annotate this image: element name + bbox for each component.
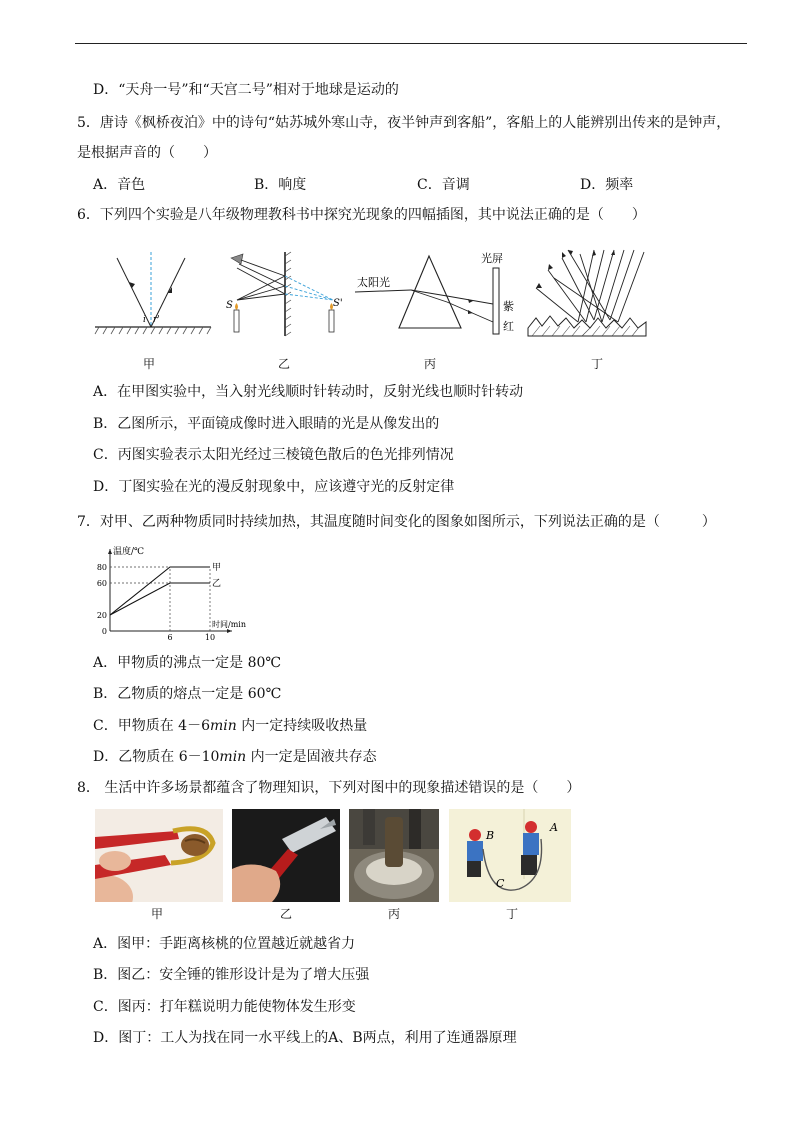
q7-option-d-unit: min [219, 749, 247, 765]
q7-option-d-text: D．乙物质在 [93, 749, 179, 765]
q6-option-b: B．乙图所示，平面镜成像时进入眼睛的光是从像发出的 [93, 416, 440, 432]
y-tick-label: 20 [96, 611, 107, 620]
q8-photo-water-level-workers [449, 809, 571, 902]
q6-figure-reflection [95, 250, 215, 340]
q5-option-c: C．音调 [417, 177, 470, 193]
q7-option-d [93, 747, 377, 767]
q7-stem: 7．对甲、乙两种物质同时持续加热，其温度随时间变化的图象如图所示，下列说法正确的是（ ） [77, 514, 716, 530]
q6-caption-c: 丙 [423, 357, 436, 371]
label-red: 红 [503, 320, 514, 333]
y-tick-label: 80 [96, 563, 107, 572]
q8-option-a: A．图甲：手距离核桃的位置越近就越省力 [93, 936, 356, 952]
label-c: C [496, 877, 505, 890]
q7-option-b-text: B．乙物质的熔点一定是 [93, 686, 248, 702]
series-line-1 [110, 567, 210, 615]
q8-option-b: B．图乙：安全锤的锥形设计是为了增大压强 [93, 967, 370, 983]
q6-figure-plane-mirror [225, 248, 350, 340]
q6-figure-prism [355, 252, 520, 338]
label-r: r' [153, 315, 160, 325]
q6-option-c: C．丙图实验表示太阳光经过三棱镜色散后的色光排列情况 [93, 447, 454, 463]
q7-option-a-text: A．甲物质的沸点一定是 [93, 655, 248, 671]
label-b: B [486, 829, 495, 842]
q4-option-d: D．“天舟一号”和“天宫二号”相对于地球是运动的 [93, 82, 399, 98]
x-axis-arrow [227, 629, 232, 633]
header-rule [75, 43, 747, 44]
label-i: i [143, 315, 146, 325]
q8-caption-c: 丙 [387, 907, 400, 921]
x-tick-label: 10 [204, 633, 216, 642]
q5-stem-line2: 是根据声音的（ ） [77, 145, 217, 161]
label-screen: 光屏 [481, 252, 503, 265]
q5-option-d: D．频率 [580, 177, 634, 193]
q6-caption-b: 乙 [277, 357, 290, 371]
q7-option-c-tail: 内一定持续吸收热量 [236, 718, 368, 734]
series-label-2: 乙 [212, 579, 222, 589]
series-line-2 [110, 583, 210, 615]
label-s-prime: S' [333, 298, 343, 309]
q8-option-d: D．图丁：工人为找在同一水平线上的A、B两点，利用了连通器原理 [93, 1030, 517, 1046]
q8-caption-d: 丁 [505, 907, 518, 921]
x-axis-label: 时间/min [212, 620, 246, 629]
label-a: A [550, 821, 558, 834]
q5-option-b: B．响度 [254, 177, 307, 193]
q7-option-c-range: 4－6 [178, 718, 210, 734]
q7-option-d-tail: 内一定是固液共存态 [246, 749, 377, 765]
y-tick-label: 0 [101, 627, 107, 636]
q5-option-a: A．音色 [93, 177, 146, 193]
q8-caption-a: 甲 [150, 907, 163, 921]
q8-caption-b: 乙 [279, 907, 292, 921]
q7-option-c-text: C．甲物质在 [93, 718, 179, 734]
q7-option-c-unit: min [210, 718, 237, 734]
y-axis-arrow [108, 549, 112, 554]
q7-temperature-chart [92, 545, 246, 642]
q7-option-a [93, 653, 281, 673]
label-s: S [226, 300, 233, 311]
q6-figure-diffuse [528, 248, 648, 338]
label-sunlight: 太阳光 [357, 276, 390, 289]
q6-caption-a: 甲 [142, 357, 155, 371]
q6-caption-d: 丁 [590, 357, 603, 371]
q7-option-a-value: 80℃ [247, 655, 282, 671]
label-purple: 紫 [503, 300, 514, 313]
q7-option-b-value: 60℃ [247, 686, 282, 702]
q8-stem: 8． 生活中许多场景都蕴含了物理知识，下列对图中的现象描述错误的是（ ） [77, 780, 581, 796]
q8-option-c: C．图丙：打年糕说明力能使物体发生形变 [93, 999, 356, 1015]
q7-option-c [93, 716, 367, 736]
q6-option-d: D．丁图实验在光的漫反射现象中，应该遵守光的反射定律 [93, 479, 455, 495]
x-tick-label: 6 [167, 633, 173, 642]
series-label-1: 甲 [212, 563, 222, 573]
q7-option-b [93, 684, 281, 704]
q6-stem: 6．下列四个实验是八年级物理教科书中探究光现象的四幅插图，其中说法正确的是（ ） [77, 207, 646, 223]
y-tick-label: 60 [96, 579, 107, 588]
q8-photo-safety-hammer [232, 809, 340, 902]
q8-photo-nutcracker [95, 809, 223, 902]
q8-photo-rice-cake-pounding [349, 809, 439, 902]
q6-option-a: A．在甲图实验中，当入射光线顺时针转动时，反射光线也顺时针转动 [93, 384, 524, 400]
q7-option-d-range: 6－10 [178, 749, 220, 765]
y-axis-label: 温度/℃ [113, 547, 145, 557]
q5-stem-line1: 5．唐诗《枫桥夜泊》中的诗句“姑苏城外寒山寺，夜半钟声到客船”，客船上的人能辨别出传来的是钟声， [77, 115, 731, 131]
